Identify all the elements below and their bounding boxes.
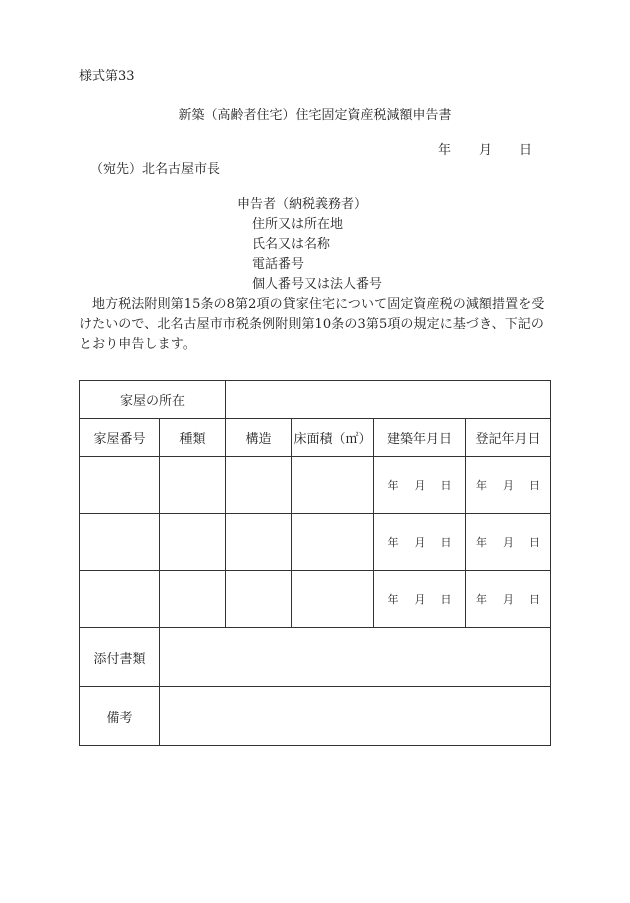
- attachments-label: 添付書類: [80, 628, 160, 687]
- type-cell[interactable]: [160, 571, 226, 628]
- floor-area-cell[interactable]: [292, 457, 374, 514]
- header-row: [80, 419, 551, 457]
- applicant-heading: 申告者（納税義務者）: [237, 197, 368, 212]
- form-number: 様式第33: [79, 69, 135, 84]
- phone-field-label: 電話番号: [252, 257, 305, 272]
- house-number-cell[interactable]: [80, 571, 160, 628]
- declaration-line: 地方税法附則第15条の8第2項の貸家住宅について固定資産税の減額措置を受: [92, 297, 545, 312]
- structure-cell[interactable]: [226, 514, 292, 571]
- applicant-block: [237, 195, 382, 295]
- header-build-date: 建築年月日: [374, 419, 466, 457]
- address-field-label: 住所又は所在地: [252, 217, 344, 232]
- table-row: [80, 571, 551, 628]
- header-structure: 構造: [226, 419, 292, 457]
- date-year: 年: [438, 143, 452, 158]
- addressee: （宛先）北名古屋市長: [90, 162, 221, 177]
- build-date-cell[interactable]: 年 月 日: [374, 571, 466, 628]
- house-number-cell[interactable]: [80, 514, 160, 571]
- id-number-field-label: 個人番号又は法人番号: [252, 277, 383, 292]
- registration-date-cell[interactable]: 年 月 日: [466, 457, 551, 514]
- build-date-cell[interactable]: 年 月 日: [374, 514, 466, 571]
- filing-date: [438, 139, 532, 158]
- attachments-row: [80, 628, 551, 687]
- declaration-text: [79, 295, 550, 355]
- declaration-line: とおり申告します。: [79, 337, 196, 352]
- header-house-number: 家屋番号: [80, 419, 160, 457]
- header-registration-date: 登記年月日: [466, 419, 551, 457]
- floor-area-cell[interactable]: [292, 514, 374, 571]
- document-title: 新築（高齢者住宅）住宅固定資産税減額申告書: [178, 108, 452, 123]
- registration-date-cell[interactable]: 年 月 日: [466, 514, 551, 571]
- date-day: 日: [519, 143, 533, 158]
- attachments-input[interactable]: [160, 628, 551, 687]
- floor-area-cell[interactable]: [292, 571, 374, 628]
- remarks-row: [80, 687, 551, 746]
- build-date-cell[interactable]: 年 月 日: [374, 457, 466, 514]
- registration-date-cell[interactable]: 年 月 日: [466, 571, 551, 628]
- header-floor-area: 床面積（㎡）: [292, 419, 374, 457]
- location-row: [80, 381, 551, 419]
- declaration-line: けたいので、北名古屋市市税条例附則第10条の3第5項の規定に基づき、下記の: [79, 317, 545, 332]
- property-table: [79, 380, 551, 746]
- remarks-label: 備考: [80, 687, 160, 746]
- location-input[interactable]: [226, 381, 551, 419]
- name-field-label: 氏名又は名称: [252, 237, 331, 252]
- header-type: 種類: [160, 419, 226, 457]
- type-cell[interactable]: [160, 457, 226, 514]
- location-label: 家屋の所在: [80, 381, 226, 419]
- table-row: [80, 457, 551, 514]
- house-number-cell[interactable]: [80, 457, 160, 514]
- structure-cell[interactable]: [226, 457, 292, 514]
- table-row: [80, 514, 551, 571]
- structure-cell[interactable]: [226, 571, 292, 628]
- date-month: 月: [479, 143, 493, 158]
- type-cell[interactable]: [160, 514, 226, 571]
- remarks-input[interactable]: [160, 687, 551, 746]
